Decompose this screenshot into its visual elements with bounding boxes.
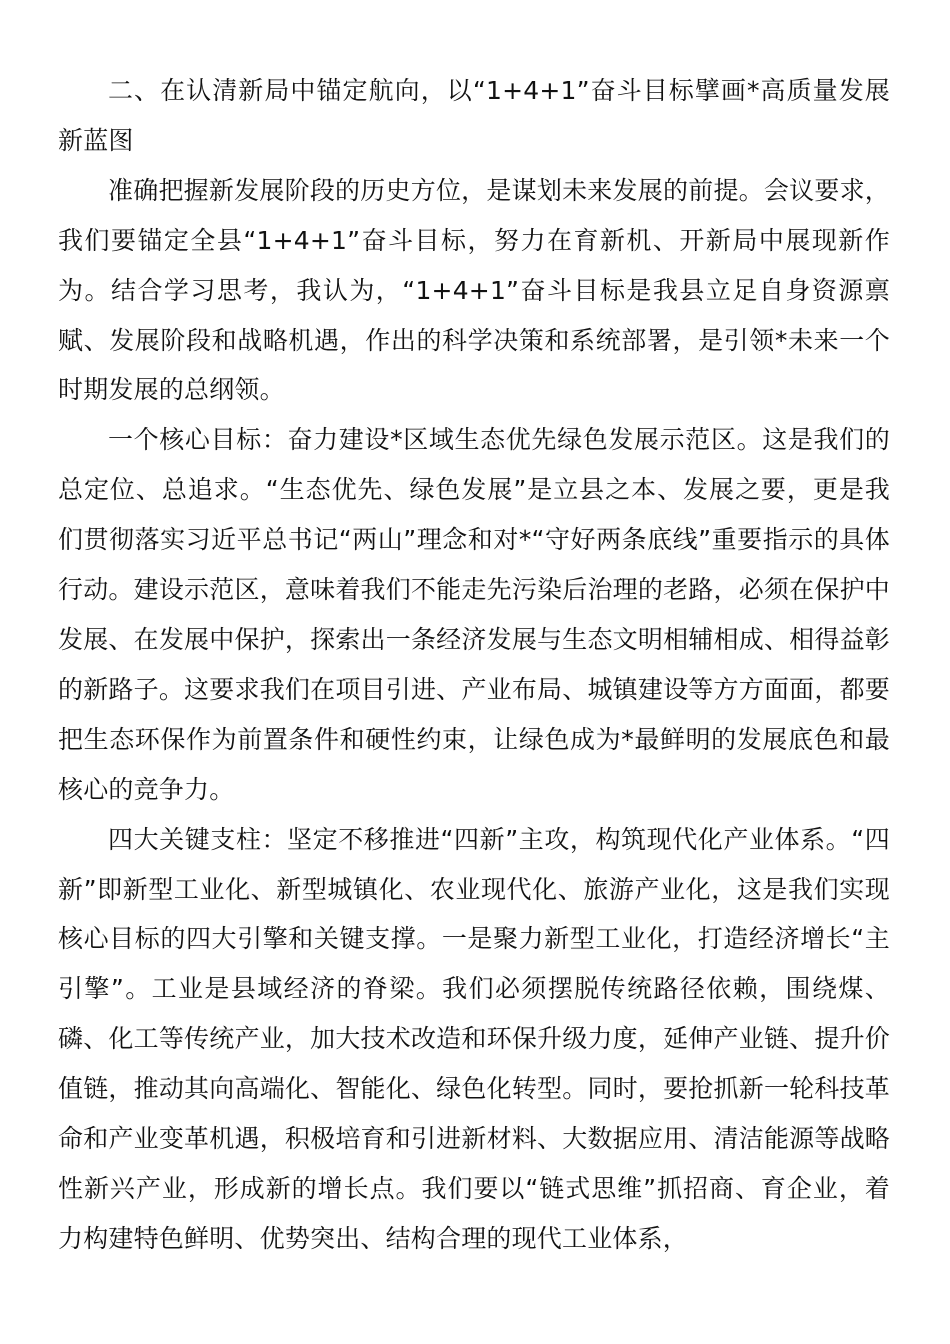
body-paragraph: 准确把握新发展阶段的历史方位，是谋划未来发展的前提。会议要求，我们要锚定全县“1+4+1”奋斗目标，努力在育新机、开新局中展现新作为。结合学习思考，我认为，“1+4+1”奋斗目标是我县立足自身资源禀赋、发展阶段和战略机遇，作出的科学决策和系统部署，是引领*未来一个时期发展的总纲领。 (58, 175, 890, 405)
body-paragraph: 四大关键支柱：坚定不移推进“四新”主攻，构筑现代化产业体系。“四新”即新型工业化、新型城镇化、农业现代化、旅游产业化，这是我们实现核心目标的四大引擎和关键支撑。一是聚力新型工业化，打造经济增长“主引擎”。工业是县域经济的脊梁。我们必须摆脱传统路径依赖，围绕煤、磷、化工等传统产业，加大技术改造和环保升级力度，延伸产业链、提升价值链，推动其向高端化、智能化、绿色化转型。同时，要抢抓新一轮科技革命和产业变革机遇，积极培育和引进新材料、大数据应用、清洁能源等战略性新兴产业，形成新的增长点。我们要以“链式思维”抓招商、育企业，着力构建特色鲜明、优势突出、结构合理的现代工业体系， (58, 824, 890, 1253)
section-heading: 二、在认清新局中锚定航向，以“1+4+1”奋斗目标擘画*高质量发展新蓝图 (58, 76, 890, 155)
body-paragraph: 一个核心目标：奋力建设*区域生态优先绿色发展示范区。这是我们的总定位、总追求。“生态优先、绿色发展”是立县之本、发展之要，更是我们贯彻落实习近平总书记“两山”理念和对*“守好两条底线”重要指示的具体行动。建设示范区，意味着我们不能走先污染后治理的老路，必须在保护中发展、在发展中保护，探索出一条经济发展与生态文明相辅相成、相得益彰的新路子。这要求我们在项目引进、产业布局、城镇建设等方方面面，都要把生态环保作为前置条件和硬性约束，让绿色成为*最鲜明的发展底色和最核心的竞争力。 (58, 425, 890, 804)
